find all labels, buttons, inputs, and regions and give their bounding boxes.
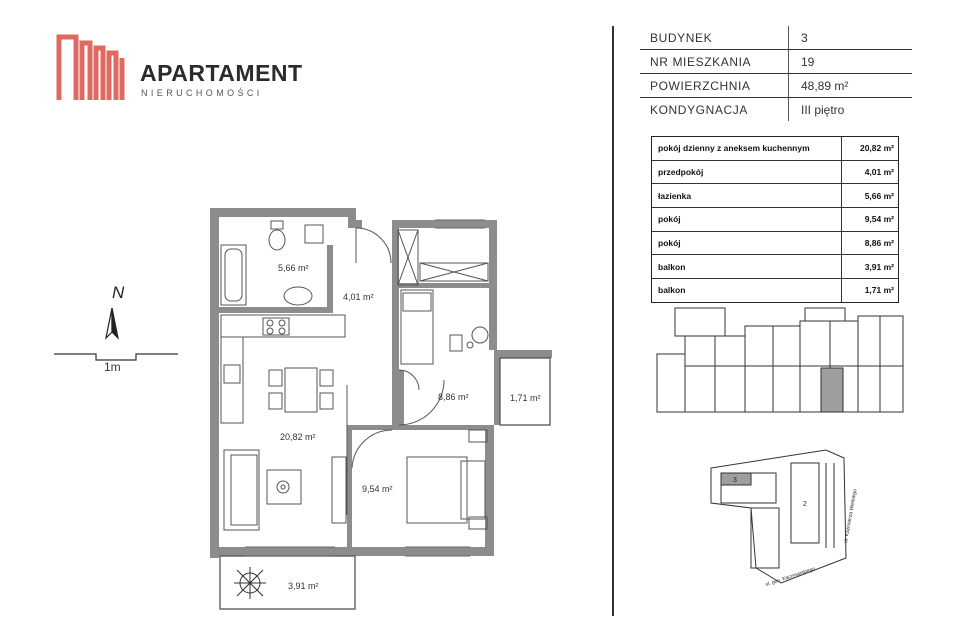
area-balcony: 3,91 m²	[288, 581, 319, 591]
info-value: 48,89 m²	[801, 78, 849, 93]
room-name: łazienka	[652, 184, 842, 207]
site-building-3: 3	[733, 477, 737, 484]
room-area: 3,91 m²	[864, 261, 894, 272]
room-name: balkon	[652, 255, 842, 278]
room-area: 5,66 m²	[864, 190, 894, 201]
room-area: 8,86 m²	[864, 238, 894, 249]
logo-mark	[56, 34, 126, 102]
room-name: pokój	[652, 232, 842, 255]
room-row	[652, 137, 898, 161]
floor-plan	[205, 205, 560, 615]
floor-key-plan	[655, 306, 907, 418]
site-street-bottom: ul. gen. Kaczmarskiego	[764, 566, 817, 588]
site-building-2: 2	[803, 501, 807, 508]
apartment-highlight	[821, 368, 843, 412]
info-value: III piętro	[801, 102, 845, 117]
room-row	[652, 184, 898, 208]
area-bathroom: 5,66 m²	[278, 263, 309, 273]
room-area: 4,01 m²	[864, 167, 894, 178]
room-row	[652, 232, 898, 256]
rooms-table	[651, 136, 899, 303]
info-value: 3	[801, 30, 808, 45]
area-hall: 4,01 m²	[343, 292, 374, 302]
room-name: balkon	[652, 279, 842, 302]
scale-label: 1m	[104, 360, 121, 374]
info-row	[640, 98, 912, 121]
info-label: KONDYGNACJA	[650, 102, 748, 117]
site-street-right: ul. Kazimierza Wielkiego	[843, 488, 859, 544]
room-area: 1,71 m²	[864, 285, 894, 296]
info-row	[640, 74, 912, 98]
info-table	[640, 26, 912, 121]
room-name: pokój dzienny z aneksem kuchennym	[652, 137, 842, 160]
info-row	[640, 26, 912, 50]
info-label: NR MIESZKANIA	[650, 54, 752, 69]
site-map	[706, 448, 859, 588]
room-row	[652, 255, 898, 279]
info-label: POWIERZCHNIA	[650, 78, 751, 93]
room-row	[652, 161, 898, 185]
room-area: 9,54 m²	[864, 214, 894, 225]
room-name: przedpokój	[652, 161, 842, 184]
area-balcony-small: 1,71 m²	[510, 393, 541, 403]
north-label: N	[112, 283, 125, 302]
room-area: 20,82 m²	[859, 143, 894, 154]
room-name: pokój	[652, 208, 842, 231]
room-row	[652, 208, 898, 232]
logo-subtitle: NIERUCHOMOŚCI	[141, 88, 263, 98]
room-row	[652, 279, 898, 302]
area-room-small: 8,86 m²	[438, 392, 469, 402]
info-label: BUDYNEK	[650, 30, 713, 45]
area-living: 20,82 m²	[280, 432, 316, 442]
logo-name: APARTAMENT	[140, 60, 303, 86]
info-value: 19	[801, 54, 815, 69]
info-row	[640, 50, 912, 74]
area-bedroom: 9,54 m²	[362, 484, 393, 494]
divider	[612, 26, 614, 616]
